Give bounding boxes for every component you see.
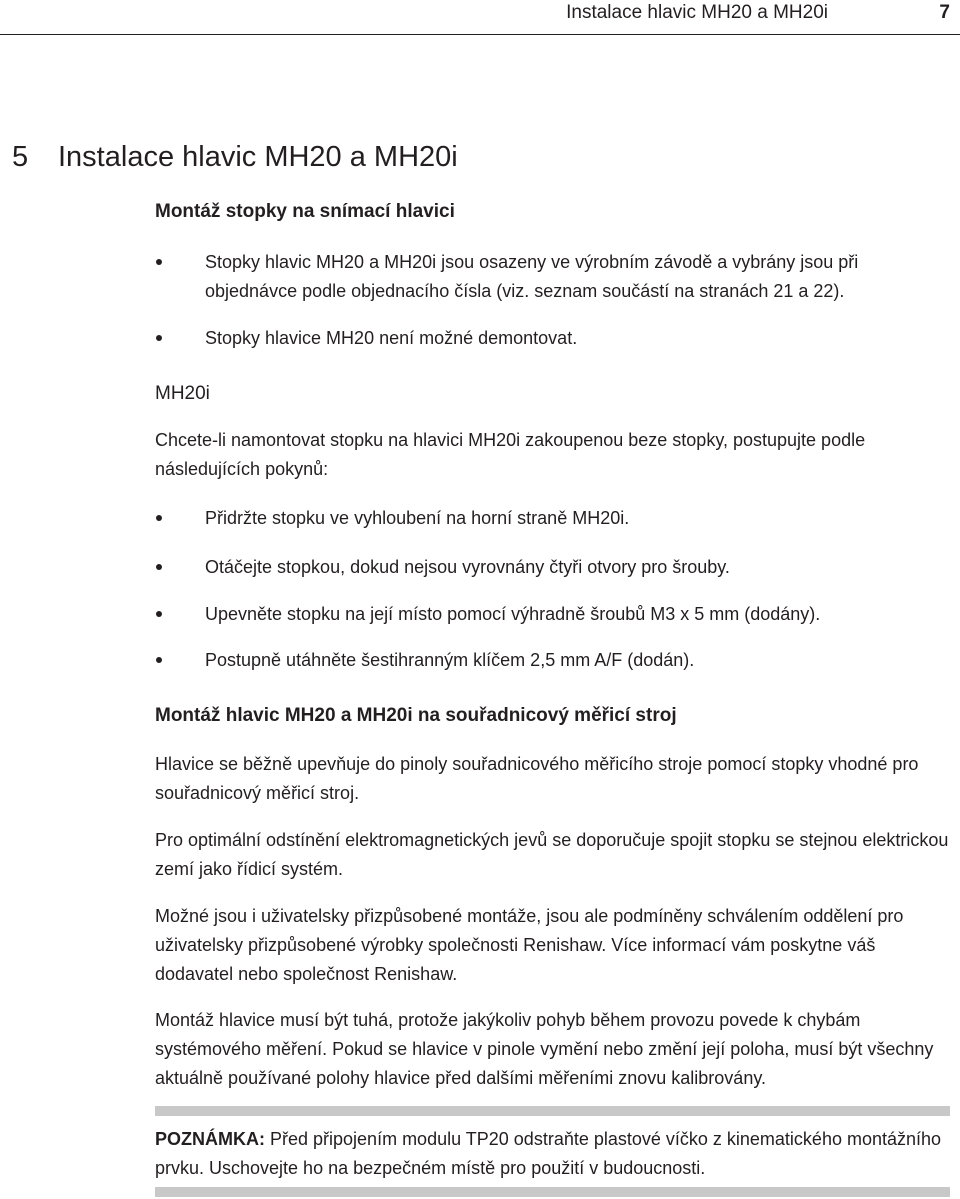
- note-box: [155, 1125, 950, 1183]
- section-heading-stylus-mounting: Montáž stopky na snímací hlavici: [155, 201, 455, 222]
- page-header: [0, 0, 960, 34]
- list-item-text: Postupně utáhněte šestihranným klíčem 2,5 mm A/F (dodán).: [205, 650, 695, 670]
- header-title: Instalace hlavic MH20 a MH20i: [566, 2, 828, 23]
- header-rule: [0, 34, 960, 35]
- list-item-text: Stopky hlavic MH20 a MH20i jsou osazeny ve výrobním závodě a vybrány jsou při objednávce podle objednacího čísla (viz. seznam součástí na stranách 21 a 22).: [205, 252, 859, 301]
- list-item-text: Stopky hlavice MH20 není možné demontovat.: [205, 328, 578, 348]
- chapter-number: 5: [12, 141, 29, 173]
- paragraph: Hlavice se běžně upevňuje do pinoly souřadnicového měřicího stroje pomocí stopky vhodné pro souřadnicový měřicí stroj.: [155, 754, 919, 803]
- note-top-bar: [155, 1106, 950, 1116]
- note-bottom-bar: [155, 1187, 950, 1197]
- section-heading-cmm-mounting: Montáž hlavic MH20 a MH20i na souřadnicový měřicí stroj: [155, 705, 677, 726]
- list-item-text: Otáčejte stopkou, dokud nejsou vyrovnány čtyři otvory pro šrouby.: [205, 557, 730, 577]
- page-number: 7: [939, 2, 950, 23]
- paragraph: Možné jsou i uživatelsky přizpůsobené montáže, jsou ale podmíněny schválením oddělení pro uživatelsky přizpůsobené výrobky společnosti Renishaw. Více informací vám poskytne váš dodavatel nebo společnost Renishaw.: [155, 906, 904, 984]
- paragraph: Pro optimální odstínění elektromagnetických jevů se doporučuje spojit stopku se stejnou elektrickou zemí jako řídicí systém.: [155, 830, 949, 879]
- section-heading-mh20i: MH20i: [155, 383, 210, 404]
- list-item-text: Upevněte stopku na její místo pomocí výhradně šroubů M3 x 5 mm (dodány).: [205, 604, 821, 624]
- chapter-heading: [12, 140, 458, 174]
- note-text: Před připojením modulu TP20 odstraňte plastové víčko z kinematického montážního prvku. Uschovejte ho na bezpečném místě pro použití v budoucnosti.: [155, 1129, 942, 1178]
- list-item-text: Přidržte stopku ve vyhloubení na horní straně MH20i.: [205, 508, 630, 528]
- intro-paragraph: Chcete-li namontovat stopku na hlavici MH20i zakoupenou beze stopky, postupujte podle následujících pokynů:: [155, 430, 866, 479]
- chapter-title: Instalace hlavic MH20 a MH20i: [58, 141, 458, 173]
- note-label: POZNÁMKA:: [155, 1129, 265, 1149]
- paragraph: Montáž hlavice musí být tuhá, protože jakýkoliv pohyb během provozu povede k chybám systémového měření. Pokud se hlavice v pinole vymění nebo změní její poloha, musí být všechny aktuálně používané polohy hlavice před dalšími měřeními znovu kalibrovány.: [155, 1010, 934, 1088]
